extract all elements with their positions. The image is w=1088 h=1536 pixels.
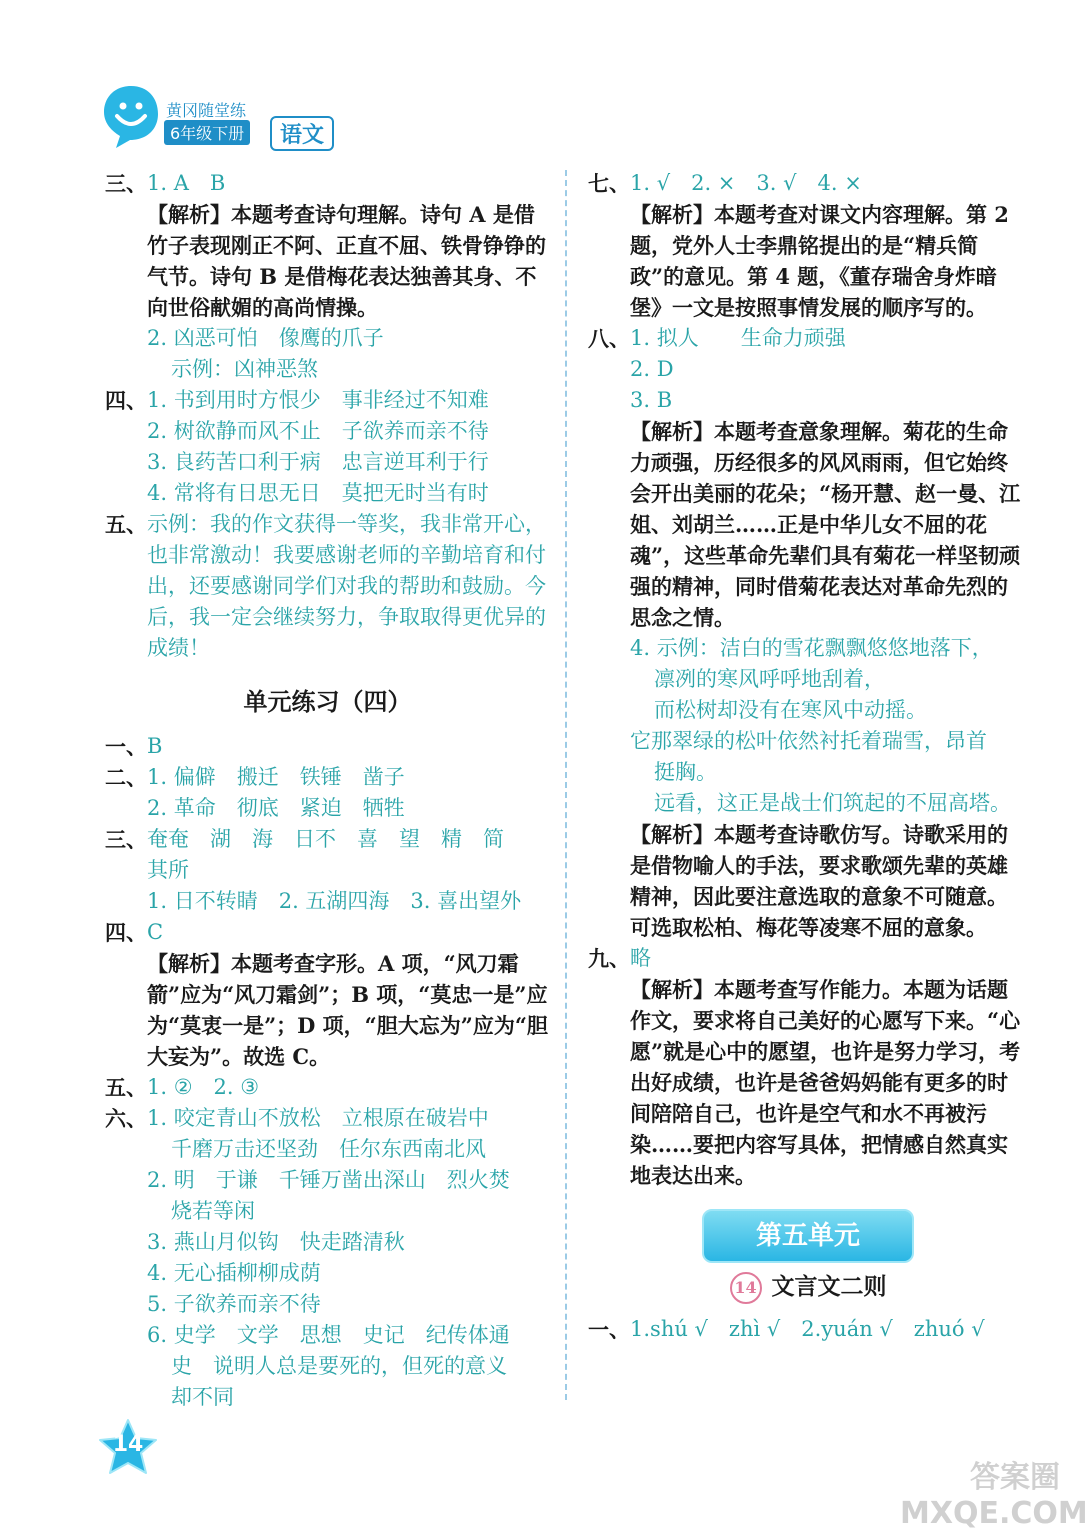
answer-text: 它那翠绿的松叶依然衬托着瑞雪，昂首 bbox=[630, 729, 987, 753]
answer-text: 千磨万击还坚劲 任尔东西南北风 bbox=[171, 1137, 486, 1161]
question-number: 六、 bbox=[105, 1106, 147, 1131]
question-number: 八、 bbox=[588, 326, 630, 351]
answer-text: 其所 bbox=[147, 858, 189, 882]
answer-row bbox=[105, 824, 550, 855]
answer-text: 而松树却没有在寒风中动摇。 bbox=[654, 698, 927, 722]
answer-text: C bbox=[147, 920, 164, 944]
answer-text: 挺胸。 bbox=[654, 760, 717, 784]
analysis-text: 【解析】本题考查诗句理解。诗句 A 是借竹子表现刚正不阿、正直不屈、铁骨铮铮的气节。诗句 B 是借梅花表达独善其身、不向世俗献媚的高尚情操。 bbox=[147, 202, 546, 320]
answer-text: 3. 良药苦口利于病 忠言逆耳利于行 bbox=[147, 450, 489, 474]
answer-row bbox=[105, 762, 550, 793]
answer-text: 1. 偏僻 搬迁 铁锤 凿子 bbox=[147, 765, 405, 789]
question-number: 一、 bbox=[105, 734, 147, 759]
analysis-text: 【解析】本题考查诗歌仿写。诗歌采用的是借物喻人的手法，要求歌颂先辈的英雄精神，因此要注意选取的意象不可随意。可选取松柏、梅花等凌寒不屈的意象。 bbox=[630, 822, 1008, 940]
question-number: 五、 bbox=[105, 512, 147, 537]
answer-text: 1. 咬定青山不放松 立根原在破岩中 bbox=[147, 1106, 489, 1130]
analysis-text: 【解析】本题考查意象理解。菊花的生命力顽强，历经很多的风风雨雨，但它始终会开出美丽的花朵；“杨开慧、赵一曼、江姐、刘胡兰……正是中华儿女不屈的花魂”，这些革命先辈们具有菊花一样坚韧顽强的精神，同时借菊花表达对革命先烈的思念之情。 bbox=[630, 419, 1021, 630]
answer-text: 1. 拟人 生命力顽强 bbox=[630, 326, 846, 350]
answer-text: 1. A B bbox=[147, 171, 226, 195]
answer-row bbox=[105, 385, 550, 416]
analysis-text: 【解析】本题考查字形。A 项，“风刀霜箭”应为“风刀霜剑”；B 项，“莫忠一是”应为“莫衷一是”；D 项，“胆大忘为”应为“胆大妄为”。故选 C。 bbox=[147, 951, 548, 1069]
question-number: 一、 bbox=[588, 1317, 630, 1342]
book-header bbox=[102, 84, 352, 164]
answer-row bbox=[588, 323, 1028, 354]
section-title: 单元练习（四） bbox=[243, 687, 412, 716]
answer-text: 示例：我的作文获得一等奖，我非常开心，也非常激动！我要感谢老师的辛勤培育和付出，还要感谢同学们对我的帮助和鼓励。今后，我一定会继续努力，争取取得更优异的成绩！ bbox=[147, 512, 546, 660]
answer-text: 5. 子欲养而亲不待 bbox=[147, 1292, 321, 1316]
question-number: 三、 bbox=[105, 827, 147, 852]
answer-text: 史 说明人总是要死的，但死的意义 bbox=[171, 1354, 507, 1378]
answer-row bbox=[105, 731, 550, 762]
answer-text: 3. 燕山月似钩 快走踏清秋 bbox=[147, 1230, 405, 1254]
lesson-title bbox=[588, 1271, 1028, 1304]
answer-text: 4. 无心插柳柳成荫 bbox=[147, 1261, 321, 1285]
watermark-text: 答案圈 MXQE.COM bbox=[900, 1460, 1088, 1531]
answer-text: 1. 书到用时方恨少 事非经过不知难 bbox=[147, 388, 489, 412]
answer-row bbox=[105, 1103, 550, 1134]
answer-text: 4. 常将有日思无日 莫把无时当有时 bbox=[147, 481, 489, 505]
answer-text: 4. 示例：洁白的雪花飘飘悠悠地落下， bbox=[630, 636, 993, 660]
brand-name: 黄冈随堂练 bbox=[166, 101, 247, 120]
page-number: 14 bbox=[112, 1432, 144, 1457]
smiley-logo-icon bbox=[102, 84, 160, 150]
answer-text: 3. B bbox=[630, 388, 673, 412]
answer-text: 却不同 bbox=[171, 1385, 234, 1409]
answer-text: 略 bbox=[630, 946, 651, 970]
answer-row bbox=[588, 1314, 1028, 1345]
answer-text: B bbox=[147, 734, 163, 758]
analysis-text: 【解析】本题考查写作能力。本题为话题作文，要求将自己美好的心愿写下来。“心愿”就是心中的愿望，也许是努力学习，考出好成绩，也许是爸爸妈妈能有更多的时间陪陪自己，也许是空气和水不再被污染……要把内容写具体，把情感自然真实地表达出来。 bbox=[630, 977, 1021, 1188]
answer-text: 烧若等闲 bbox=[171, 1199, 255, 1223]
page-number-badge bbox=[96, 1418, 160, 1476]
right-column bbox=[588, 168, 1028, 1345]
lesson-number: 14 bbox=[730, 1272, 762, 1304]
answer-row bbox=[105, 1072, 550, 1103]
subject-label: 语文 bbox=[270, 116, 334, 151]
answer-row bbox=[105, 509, 550, 664]
answer-row bbox=[588, 943, 1028, 974]
answer-text: 2. 革命 彻底 紧迫 牺牲 bbox=[147, 796, 405, 820]
analysis-text: 【解析】本题考查对课文内容理解。第 2 题，党外人士李鼎铭提出的是“精兵简政”的意见。第 4 题，《董存瑞舍身炸暗堡》一文是按照事情发展的顺序写的。 bbox=[630, 202, 1009, 320]
answer-text: 1. √ 2. × 3. √ 4. × bbox=[630, 171, 862, 195]
answer-text: 奄奄 湖 海 日不 喜 望 精 简 bbox=[147, 827, 504, 851]
answer-text: 1. ② 2. ③ bbox=[147, 1075, 260, 1099]
question-number: 四、 bbox=[105, 388, 147, 413]
answer-row bbox=[588, 168, 1028, 199]
question-number: 九、 bbox=[588, 946, 630, 971]
answer-row bbox=[105, 917, 550, 948]
answer-text: 凛冽的寒风呼呼地刮着， bbox=[654, 667, 885, 691]
question-number: 四、 bbox=[105, 920, 147, 945]
question-number: 二、 bbox=[105, 765, 147, 790]
answer-text: 示例：凶神恶煞 bbox=[171, 357, 318, 381]
answer-text: 2. 树欲静而风不止 子欲养而亲不待 bbox=[147, 419, 489, 443]
answer-text: 1.shú √ zhì √ 2.yuán √ zhuó √ bbox=[630, 1317, 985, 1341]
lesson-title-text: 文言文二则 bbox=[771, 1273, 887, 1300]
answer-row bbox=[105, 168, 550, 199]
question-number: 七、 bbox=[588, 171, 630, 196]
column-divider bbox=[565, 170, 567, 1400]
answer-text: 2. D bbox=[630, 357, 674, 381]
left-column bbox=[105, 168, 550, 1413]
question-number: 五、 bbox=[105, 1075, 147, 1100]
grade-label: 6年级下册 bbox=[164, 120, 250, 145]
answer-text: 远看，这正是战士们筑起的不屈高塔。 bbox=[654, 791, 1011, 815]
unit-badge: 第五单元 bbox=[702, 1209, 914, 1263]
answer-text: 2. 凶恶可怕 像鹰的爪子 bbox=[147, 326, 384, 350]
answer-text: 2. 明 于谦 千锤万凿出深山 烈火焚 bbox=[147, 1168, 510, 1192]
watermark bbox=[900, 1460, 1088, 1531]
answer-text: 6. 史学 文学 思想 史记 纪传体通 bbox=[147, 1323, 510, 1347]
answer-text: 1. 日不转睛 2. 五湖四海 3. 喜出望外 bbox=[147, 889, 522, 913]
question-number: 三、 bbox=[105, 171, 147, 196]
